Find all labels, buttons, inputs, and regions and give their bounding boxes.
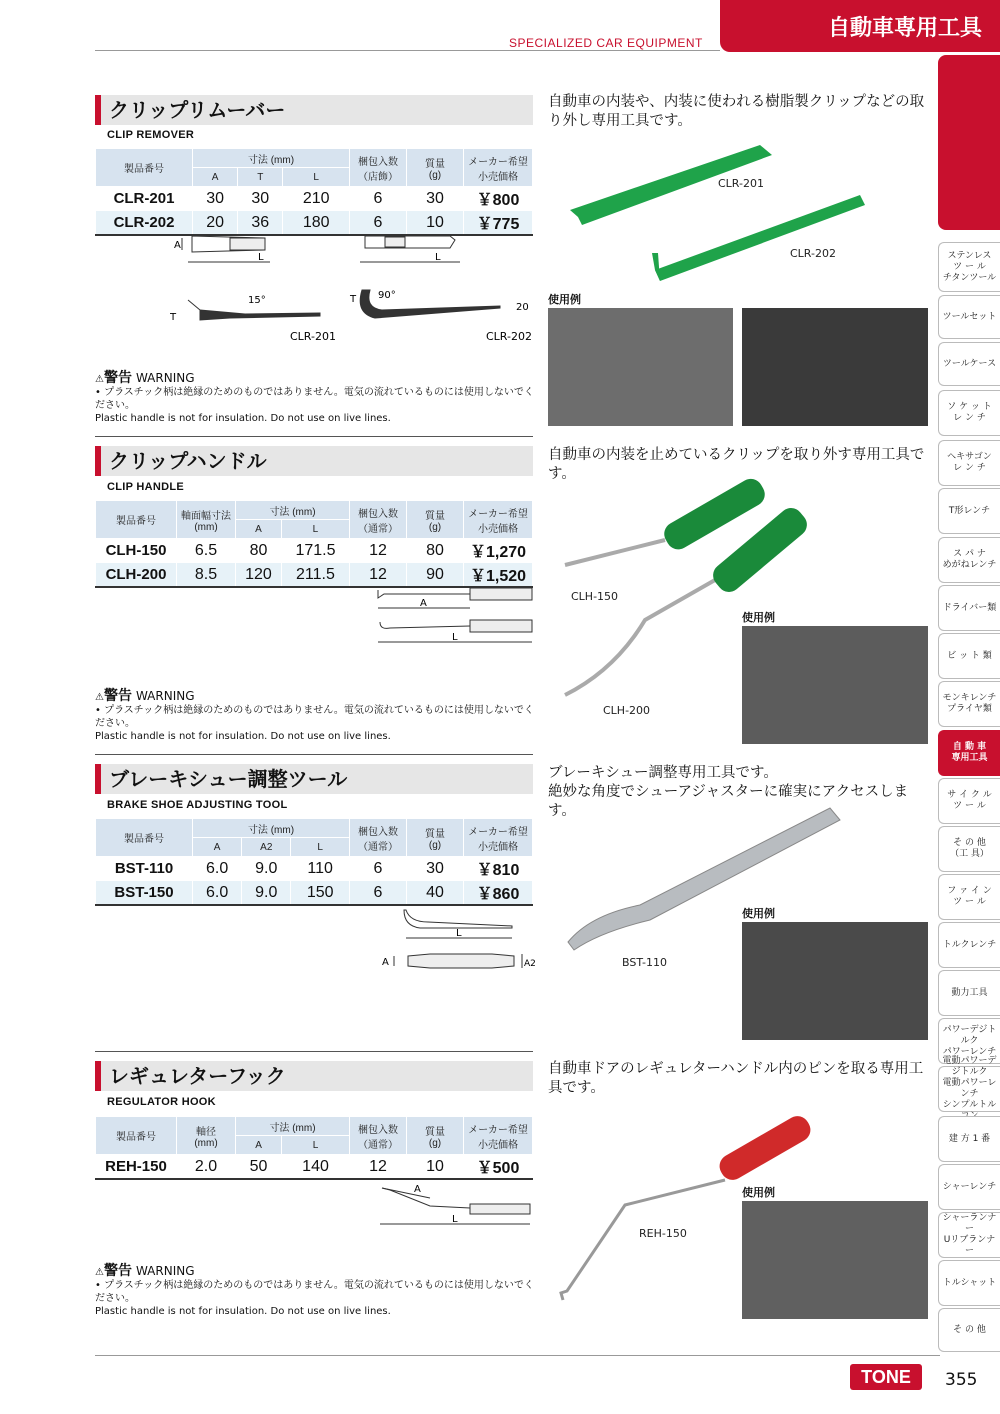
section-description: ブレーキシュー調整専用工具です。 絶妙な角度でシューアジャスターに確実にアクセスします。 (548, 765, 909, 819)
col-header: A (193, 168, 238, 187)
table-row: CLH-150 6.5 80 171.5 12 80 ￥1,270 (96, 539, 533, 563)
spec-table-clip-handle (95, 500, 533, 588)
table-row: REH-150 2.0 50 140 12 10 ￥500 (96, 1155, 533, 1180)
table-row: BST-150 6.0 9.0 150 6 40 ￥860 (96, 881, 533, 906)
section-description: 自動車ドアのレギュレターハンドル内のピンを取る専用工具です。 (548, 1061, 924, 1096)
svg-text:15°: 15° (248, 295, 266, 306)
svg-text:REH-150: REH-150 (639, 1227, 687, 1240)
col-header: 寸法 (mm) (236, 1117, 350, 1136)
spec-table-regulator-hook (95, 1116, 533, 1180)
svg-text:A: A (174, 240, 181, 251)
col-header: 梱包入数 （店飾） (350, 149, 407, 187)
svg-text:A2: A2 (524, 959, 536, 969)
brake-tool-dimension-drawing (380, 900, 540, 980)
svg-text:CLR-202: CLR-202 (486, 330, 532, 343)
section-subtitle: CLIP REMOVER (107, 129, 195, 141)
usage-example-label: 使用例 (742, 1186, 775, 1199)
col-header: L (282, 1136, 350, 1155)
col-header: A (236, 520, 282, 539)
svg-text:90°: 90° (378, 290, 396, 301)
svg-text:CLH-200: CLH-200 (603, 704, 651, 717)
svg-text:A: A (414, 1184, 421, 1195)
col-header: 製品番号 (96, 501, 177, 539)
spec-table-brake-shoe-tool (95, 818, 533, 906)
table-row: BST-110 6.0 9.0 110 6 30 ￥810 (96, 857, 533, 881)
col-header: 製品番号 (96, 149, 193, 187)
col-header: 梱包入数 （通常） (350, 1117, 407, 1155)
side-tab[interactable]: ドライバー類 (938, 585, 1000, 631)
col-header: 質量 (g) (407, 149, 464, 187)
usage-example-label: 使用例 (548, 293, 581, 306)
col-header: メーカー希望 小売価格 (464, 819, 533, 857)
warning-note: ⚠警告 WARNING • プラスチック柄は絶縁のためのものではありません。電気の流れているものには使用しないでください。 Plastic handle is not for insulation. Do not use on live lines. (95, 1263, 534, 1317)
col-header: 製品番号 (96, 1117, 177, 1155)
brand-logo: TONE (850, 1364, 922, 1390)
spec-table-clip-remover (95, 148, 533, 236)
svg-text:CLR-201: CLR-201 (290, 330, 336, 343)
warning-note: ⚠警告 WARNING • プラスチック柄は絶縁のためのものではありません。電気の流れているものには使用しないでください。 Plastic handle is not for insulation. Do not use on live lines. (95, 370, 534, 424)
side-tab[interactable]: ツールセット (938, 295, 1000, 339)
section-divider (95, 1051, 533, 1052)
svg-text:BST-110: BST-110 (622, 956, 668, 969)
col-header: 寸法 (mm) (193, 149, 350, 168)
col-header: メーカー希望 小売価格 (464, 1117, 533, 1155)
section-divider (95, 754, 533, 755)
col-header: 製品番号 (96, 819, 193, 857)
section-description: 自動車の内装や、内装に使われる樹脂製クリップなどの取り外し専用工具です。 (548, 94, 925, 129)
side-tab[interactable]: トルクレンチ (938, 922, 1000, 968)
col-header: 軸面幅寸法 (mm) (177, 501, 236, 539)
side-tab[interactable]: ス パ ナ めがねレンチ (938, 537, 1000, 583)
section-subtitle: REGULATOR HOOK (107, 1096, 216, 1108)
header-english-title: SPECIALIZED CAR EQUIPMENT (509, 36, 703, 50)
footer-rule (95, 1355, 940, 1356)
col-header: 質量 (g) (407, 819, 464, 857)
side-tab[interactable]: ヘキサゴン レ ン チ (938, 440, 1000, 486)
col-header: 寸法 (mm) (236, 501, 350, 520)
svg-text:L: L (452, 632, 458, 643)
side-tab[interactable]: トルシャット (938, 1260, 1000, 1306)
side-tab[interactable]: ジトルク 電動パワーレンチ シンプルトル (938, 1066, 1000, 1112)
table-row: CLR-202 20 36 180 6 10 ￥775 (96, 211, 533, 236)
col-header: 寸法 (mm) (193, 819, 350, 838)
svg-text:A: A (382, 957, 389, 968)
table-row: CLH-200 8.5 120 211.5 12 90 ￥1,520 (96, 563, 533, 588)
svg-text:CLR-202: CLR-202 (790, 247, 836, 260)
col-header: メーカー希望 小売価格 (464, 501, 533, 539)
header-category-title: 自動車専用工具 (720, 0, 1000, 52)
side-red-block (938, 55, 1000, 230)
section-title-regulator-hook: レギュレターフック (95, 1061, 533, 1091)
side-tab[interactable]: サ イ ク ル ツ ー ル (938, 778, 1000, 824)
col-header: L (281, 520, 349, 539)
side-tab[interactable]: ビ ッ ト 類 (938, 633, 1000, 679)
warning-note: ⚠警告 WARNING • プラスチック柄は絶縁のためのものではありません。電気の流れているものには使用しないでください。 Plastic handle is not for insulation. Do not use on live lines. (95, 688, 534, 742)
svg-text:T: T (170, 312, 177, 323)
usage-photo (548, 308, 733, 426)
col-header: 梱包入数 （通常） (350, 819, 407, 857)
side-tab[interactable]: 自 動 車 専用工具 (938, 730, 1000, 776)
col-header: L (291, 838, 350, 857)
svg-text:L: L (258, 252, 264, 263)
col-header: 軸径 (mm) (177, 1117, 236, 1155)
side-tab[interactable]: ソ ケ ッ ト レ ン チ (938, 390, 1000, 436)
svg-text:T: T (350, 294, 357, 305)
section-subtitle: CLIP HANDLE (107, 481, 185, 493)
svg-text:A: A (420, 598, 427, 609)
warning-icon: ⚠ (95, 374, 104, 385)
warning-icon: ⚠ (95, 692, 104, 703)
col-header: A (193, 838, 242, 857)
col-header: 質量 (g) (407, 501, 464, 539)
section-title-brake-shoe-tool: ブレーキシュー調整ツール (95, 764, 533, 794)
col-header: L (283, 168, 350, 187)
section-description: 自動車の内装を止めているクリップを取り外す専用工具です。 (548, 447, 925, 482)
header-rule (95, 50, 720, 51)
svg-text:L: L (456, 928, 462, 939)
side-tab[interactable]: ツールケース (938, 342, 1000, 386)
usage-example-label: 使用例 (742, 907, 775, 920)
regulator-hook-dimension-drawing (370, 1178, 540, 1234)
side-tab[interactable]: シャーランナー Uリブランナー (938, 1212, 1000, 1258)
col-header: A (236, 1136, 282, 1155)
usage-photo (742, 308, 928, 426)
col-header: メーカー希望 小売価格 (464, 149, 533, 187)
side-tab[interactable]: そ の 他 (938, 1308, 1000, 1352)
table-row: CLR-201 30 30 210 6 30 ￥800 (96, 187, 533, 211)
clip-remover-product-image (560, 125, 880, 285)
svg-text:L: L (435, 252, 441, 263)
side-tab[interactable]: そ の 他 （工 具） (938, 826, 1000, 872)
usage-photo (742, 626, 928, 744)
svg-text:CLR-201: CLR-201 (718, 177, 764, 190)
warning-icon: ⚠ (95, 1267, 104, 1278)
side-tab[interactable]: 建 方 1 番 (938, 1116, 1000, 1162)
svg-text:L: L (452, 1214, 458, 1225)
page-number: 355 (945, 1370, 978, 1390)
svg-text:20: 20 (516, 302, 529, 313)
side-tab[interactable]: フ ァ イ ン ツ ー ル (938, 874, 1000, 920)
usage-photo (742, 1201, 928, 1319)
usage-example-label: 使用例 (742, 611, 775, 624)
col-header: T (238, 168, 283, 187)
col-header: A2 (242, 838, 291, 857)
side-tab[interactable]: ステンレス ツ ー ル チタンツール (938, 242, 1000, 292)
svg-text:CLH-150: CLH-150 (571, 590, 619, 603)
side-tab[interactable]: パワーデジトルク パワーレンチ (938, 1018, 1000, 1064)
section-subtitle: BRAKE SHOE ADJUSTING TOOL (107, 799, 288, 811)
side-tab[interactable]: 動力工具 (938, 970, 1000, 1016)
side-tab[interactable]: T形レンチ (938, 488, 1000, 534)
usage-photo (742, 922, 928, 1040)
clip-remover-dimension-drawing (170, 228, 540, 348)
col-header: 質量 (g) (407, 1117, 464, 1155)
side-tab[interactable]: モンキレンチ プライヤ類 (938, 681, 1000, 727)
section-title-clip-handle: クリップハンドル (95, 446, 533, 476)
col-header: 梱包入数 （通常） (350, 501, 407, 539)
section-title-clip-remover: クリップリムーバー (95, 95, 533, 125)
clip-handle-dimension-drawing (370, 582, 540, 648)
side-tab[interactable]: シャーレンチ (938, 1164, 1000, 1210)
section-divider (95, 436, 533, 437)
